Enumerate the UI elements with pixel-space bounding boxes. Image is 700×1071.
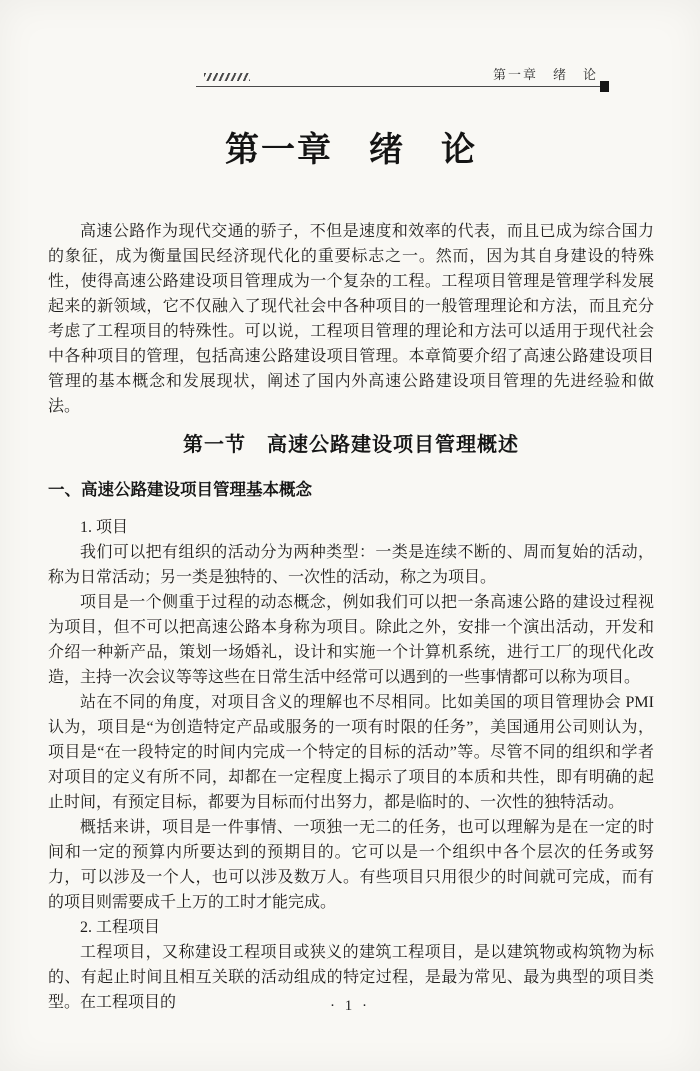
section-title: 第一节 高速公路建设项目管理概述 (183, 434, 519, 456)
body-paragraph: 项目是一个侧重于过程的动态概念，例如我们可以把一条高速公路的建设过程视为项目，但不可以把高速公路本身称为项目。除此之外，安排一个演出活动，开发和介绍一种新产品，策划一场婚礼，设计和实施一个计算机系统，进行工厂的现代化改造，主持一次会议等等这些在日常生活中经常可以遇到的一些事情都可以称为项目。 (48, 594, 654, 686)
header-rule-endcap (600, 81, 609, 92)
intro-paragraph: 高速公路作为现代交通的骄子，不但是速度和效率的代表，而且已成为综合国力的象征，成为衡量国民经济现代化的重要标志之一。然而，因为其自身建设的特殊性，使得高速公路建设项目管理成为一个复杂的工程。工程项目管理是管理学科发展起来的新领域，它不仅融入了现代社会中各种项目的一般管理理论和方法，而且充分考虑了工程项目的特殊性。可以说，工程项目管理的理论和方法可以适用于现代社会中各种项目的管理，包括高速公路建设项目管理。本章简要介绍了高速公路建设项目管理的基本概念和发展现状，阐述了国内外高速公路建设项目管理的先进经验和做法。 (48, 223, 654, 415)
chapter-title: 第一章 绪 论 (225, 132, 477, 169)
body-text (48, 219, 654, 1015)
page-number: · 1 · (330, 998, 370, 1014)
body-paragraph: 我们可以把有组织的活动分为两种类型：一类是连续不断的、周而复始的活动，称为日常活动；另一类是独特的、一次性的活动，称之为项目。 (48, 544, 654, 586)
subsection-title: 一、高速公路建设项目管理基本概念 (48, 481, 312, 499)
header-ornament-icon (204, 73, 250, 81)
item-label-engineering-project: 2. 工程项目 (80, 919, 161, 936)
page-header (196, 64, 608, 87)
header-rule (196, 86, 608, 87)
running-header-text: 第一章 绪 论 (492, 67, 598, 82)
item-label-project: 1. 项目 (80, 519, 129, 536)
body-paragraph: 概括来讲，项目是一件事情、一项独一无二的任务，也可以理解为是在一定的时间和一定的预算内所要达到的预期目的。它可以是一个组织中各个层次的任务或努力，可以涉及一个人，也可以涉及数万人。有些项目只用很少的时间就可完成，而有的项目则需要成千上万的工时才能完成。 (48, 819, 654, 911)
body-paragraph: 站在不同的角度，对项目含义的理解也不尽相同。比如美国的项目管理协会 PMI 认为，项目是“为创造特定产品或服务的一项有时限的任务”，美国通用公司则认为，项目是“在一段特定的时间内完成一个特定的目标的活动”等。尽管不同的组织和学者对项目的定义有所不同，却都在一定程度上揭示了项目的本质和共性，即有明确的起止时间，有预定目标，都要为目标而付出努力，都是临时的、一次性的独特活动。 (48, 694, 654, 811)
header-row (196, 64, 608, 86)
body-paragraph: 工程项目，又称建设工程项目或狭义的建筑工程项目，是以建筑物或构筑物为标的、有起止时间且相互关联的活动组成的特定过程，是最为常见、最为典型的项目类型。在工程项目的 (48, 944, 654, 1011)
